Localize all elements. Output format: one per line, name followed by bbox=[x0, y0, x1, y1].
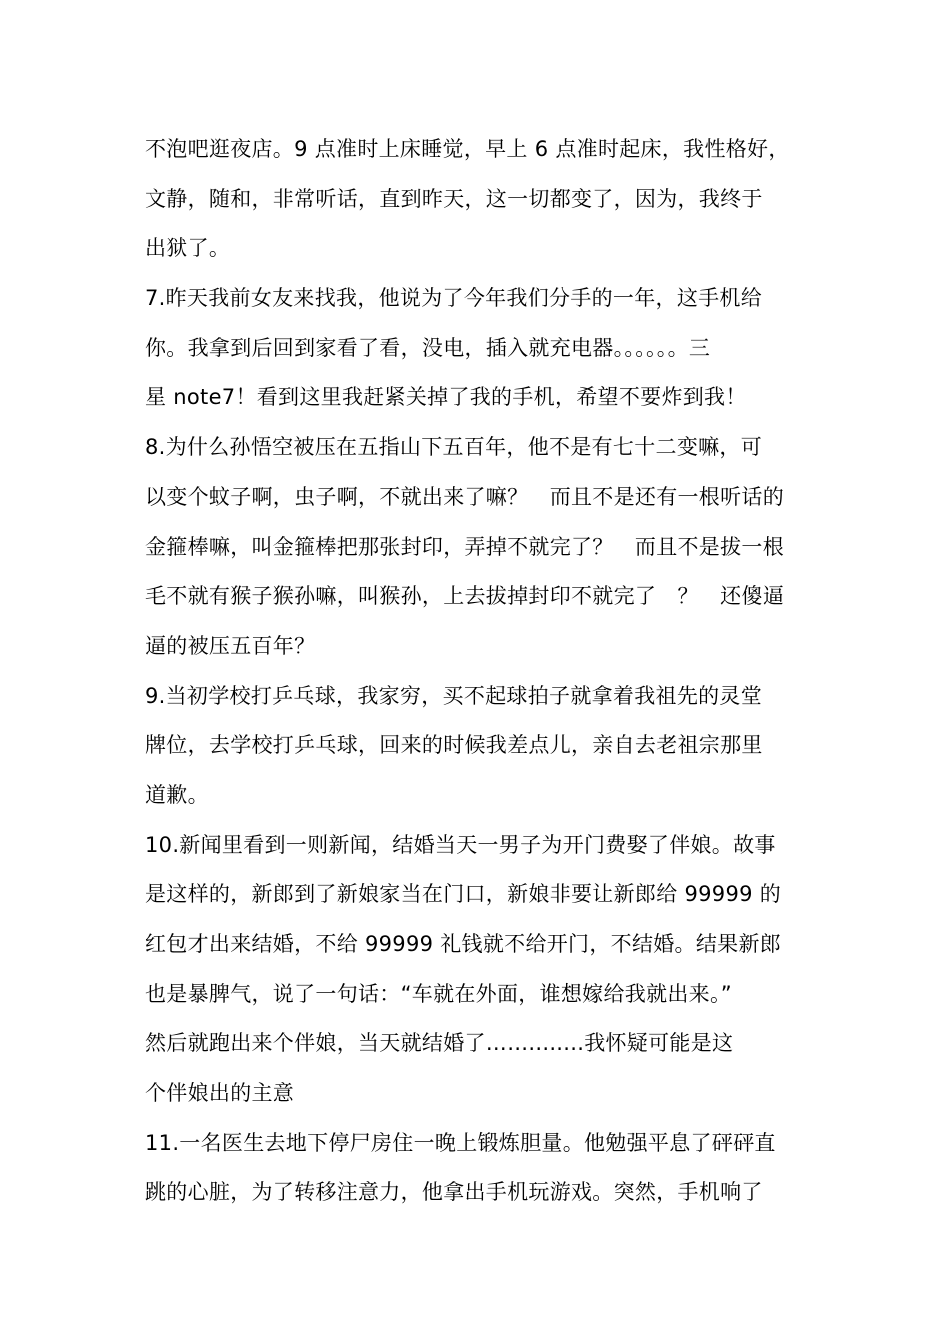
text-line: 牌位，去学校打乒乓球，回来的时候我差点儿，亲自去老祖宗那里 bbox=[145, 733, 763, 758]
text-line: 9.当初学校打乒乓球，我家穷，买不起球拍子就拿着我祖先的灵堂 bbox=[145, 683, 763, 708]
text-line: 以变个蚊子啊，虫子啊，不就出来了嘛？ 而且不是还有一根听话的 bbox=[145, 484, 784, 509]
text-line: 11.一名医生去地下停尸房住一晚上锻炼胆量。他勉强平息了砰砰直 bbox=[145, 1130, 776, 1155]
text-line: 金箍棒嘛，叫金箍棒把那张封印，弄掉不就完了？ 而且不是拔一根 bbox=[145, 534, 784, 559]
text-line: 星 note7！看到这里我赶紧关掉了我的手机，希望不要炸到我！ bbox=[145, 385, 747, 410]
text-line: 10.新闻里看到一则新闻，结婚当天一男子为开门费娶了伴娘。故事 bbox=[145, 832, 776, 857]
text-line: 不泡吧逛夜店。9 点准时上床睡觉，早上 6 点准时起床，我性格好， bbox=[145, 137, 790, 161]
text-line: 你。我拿到后回到家看了看，没电，插入就充电器。。。。。。三 bbox=[145, 335, 711, 360]
text-line: 跳的心脏，为了转移注意力，他拿出手机玩游戏。突然，手机响了 bbox=[145, 1180, 763, 1205]
text-line: 个伴娘出的主意 bbox=[145, 1081, 295, 1106]
text-line: 红包才出来结婚，不给 99999 礼钱就不给开门，不结婚。结果新郎 bbox=[145, 932, 782, 956]
text-line: 逼的被压五百年？ bbox=[145, 633, 316, 658]
text-line: 是这样的，新郎到了新娘家当在门口，新娘非要让新郎给 99999 的 bbox=[145, 882, 782, 907]
text-line: 毛不就有猴子猴孙嘛，叫猴孙，上去拔掉封印不就完了 ？ 还傻逼 bbox=[145, 584, 784, 609]
text-line: 文静，随和，非常听话，直到昨天，这一切都变了，因为，我终于 bbox=[145, 186, 763, 211]
text-line: 然后就跑出来个伴娘，当天就结婚了……........我怀疑可能是这 bbox=[145, 1031, 734, 1056]
text-line: 出狱了。 bbox=[145, 236, 231, 261]
text-line: 也是暴脾气，说了一句话：“车就在外面，谁想嫁给我就出来。” bbox=[145, 981, 732, 1006]
document-text bbox=[145, 125, 815, 1218]
text-line: 7.昨天我前女友来找我，他说为了今年我们分手的一年，这手机给 bbox=[145, 286, 763, 311]
text-line: 道歉。 bbox=[145, 782, 209, 807]
text-line: 8.为什么孙悟空被压在五指山下五百年，他不是有七十二变嘛，可 bbox=[145, 435, 763, 460]
